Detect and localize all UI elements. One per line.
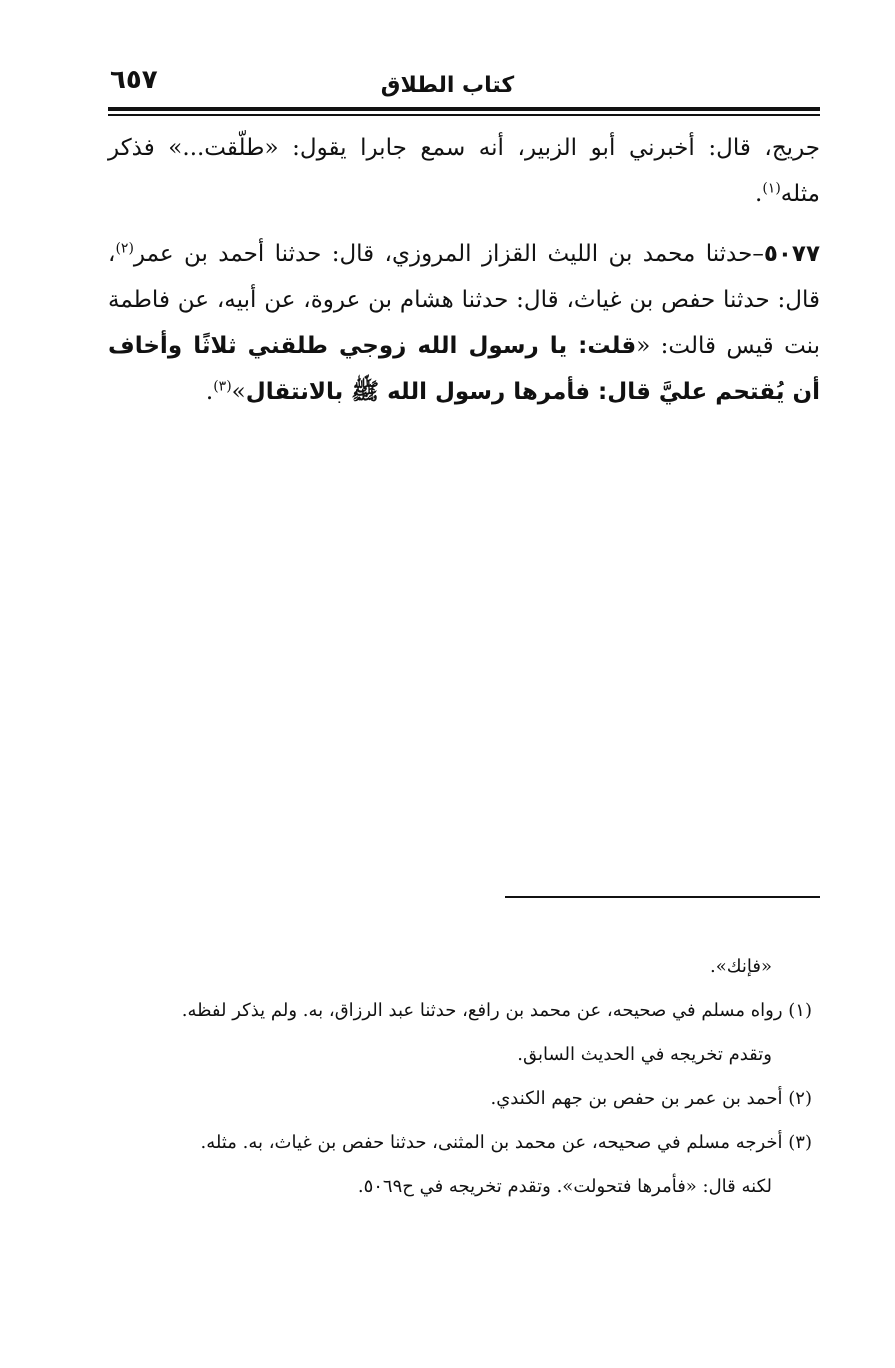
footnote-ref-3: (٣) — [213, 378, 232, 395]
hadith-number: ٥٠٧٧ — [763, 241, 820, 267]
main-text — [108, 125, 820, 415]
hadith-paragraph — [108, 231, 820, 415]
header-rule-thin — [108, 114, 820, 116]
footnote-3: (٣) أخرجه مسلم في صحيحه، عن محمد بن المثنى، حدثنا حفص بن غياث، به. مثله. — [200, 1132, 812, 1153]
paragraph-text: جريج، قال: أخبرني أبو الزبير، أنه سمع جابرا يقول: «طلّقت...» فذكر مثله — [108, 135, 820, 207]
footnote-3-continued: لكنه قال: «فأمرها فتحولت». وتقدم تخريجه في ح٥٠٦٩. — [357, 1176, 772, 1197]
page-number: ٦٥٧ — [110, 65, 158, 95]
quote-close: » — [231, 379, 246, 405]
running-header-title: كتاب الطلاق — [380, 73, 515, 98]
footnote-carryover: «فإنك». — [709, 956, 772, 977]
isnad-text-b: ، قال: حدثنا حفص بن غياث، قال: حدثنا هشام بن عروة، عن أبيه، عن فاطمة بنت قيس قالت: « — [108, 241, 820, 359]
footnote-separator — [505, 896, 820, 898]
footnotes — [100, 945, 812, 1209]
footnote-ref-2: (٢) — [115, 240, 134, 257]
paragraph-end: . — [205, 379, 214, 405]
matn-text: قلت: يا رسول الله زوجي طلقني ثلاثًا وأخاف أن يُقتحم عليَّ قال: فأمرها رسول الله ﷺ بالانتقال — [108, 333, 820, 405]
isnad-text-a: –حدثنا محمد بن الليث القزاز المروزي، قال: حدثنا أحمد بن عمر — [133, 241, 764, 267]
paragraph-continuation — [108, 125, 820, 217]
footnote-1-continued: وتقدم تخريجه في الحديث السابق. — [517, 1044, 772, 1065]
footnote-1: (١) رواه مسلم في صحيحه، عن محمد بن رافع، حدثنا عبد الرزاق، به. ولم يذكر لفظه. — [181, 1000, 812, 1021]
header-rule-thick — [108, 107, 820, 111]
paragraph-end: . — [755, 181, 763, 207]
footnote-ref-1: (١) — [762, 180, 781, 197]
footnote-2: (٢) أحمد بن عمر بن حفص بن جهم الكندي. — [490, 1088, 812, 1109]
